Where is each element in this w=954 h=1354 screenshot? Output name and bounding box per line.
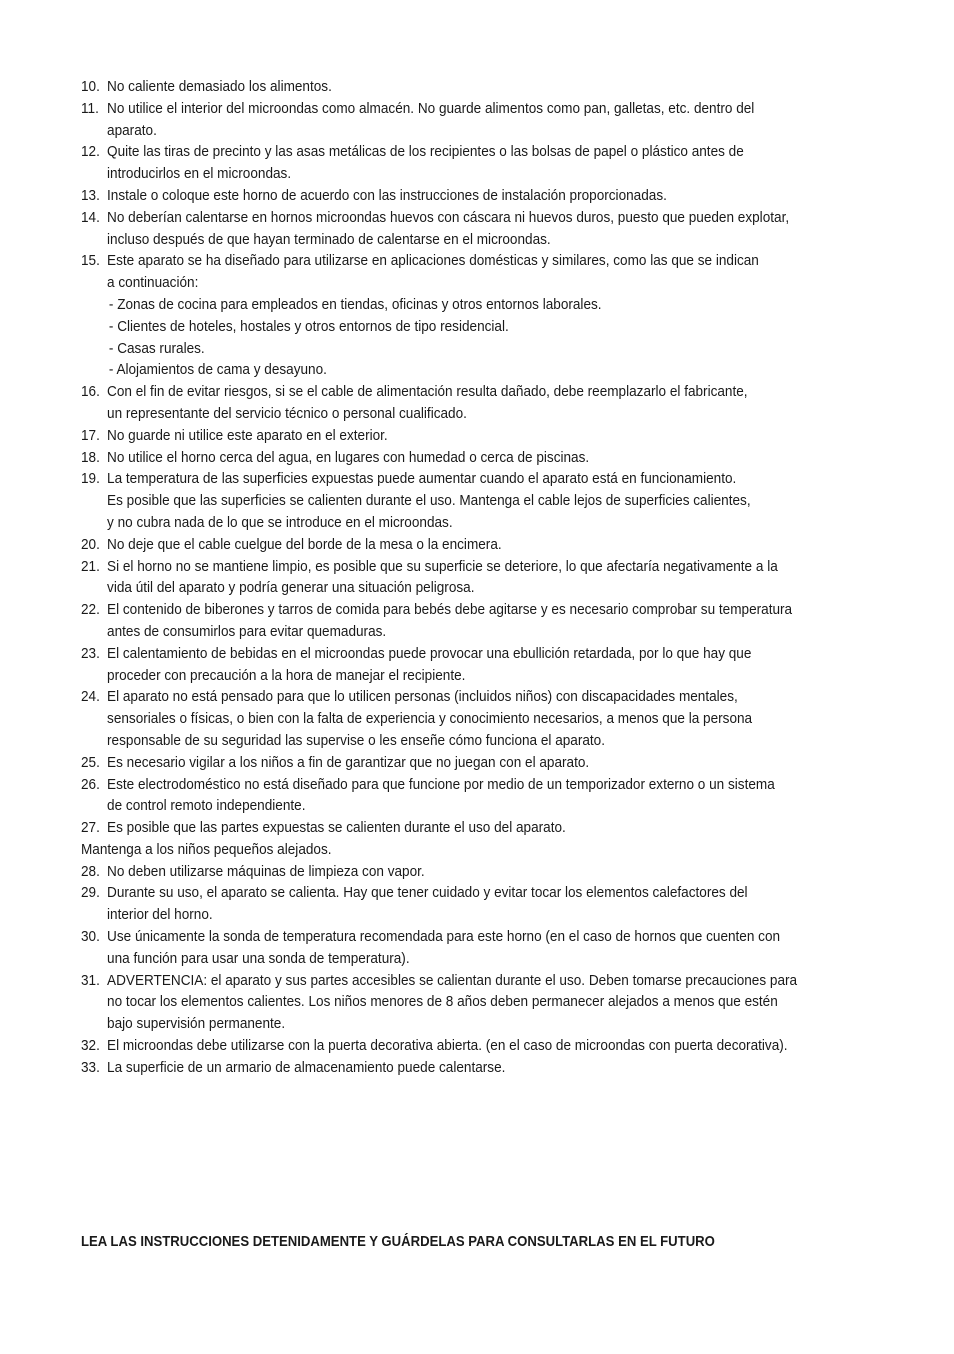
item-number: 26. [81, 776, 100, 793]
sub-item: - Casas rurales. [108, 340, 205, 357]
item-text-line: proceder con precaución a la hora de manejar el recipiente. [107, 667, 466, 684]
item-number: 17. [81, 427, 100, 444]
item-text-line: No deberían calentarse en hornos microondas huevos con cáscara ni huevos duros, puesto que pueden explotar, [107, 209, 790, 226]
item-text [107, 469, 881, 534]
item-number: 33. [81, 1059, 100, 1076]
footer-notice: LEA LAS INSTRUCCIONES DETENIDAMENTE Y GUÁRDELAS PARA CONSULTARLAS EN EL FUTURO [81, 1234, 715, 1250]
item-text [107, 600, 881, 644]
item-text-line: El calentamiento de bebidas en el microondas puede provocar una ebullición retardada, por lo que hay que [107, 645, 752, 662]
item-number: 30. [81, 929, 100, 946]
item-text-line: Es posible que las partes expuestas se calienten durante el uso del aparato. [107, 820, 566, 837]
item-text [107, 251, 881, 382]
item-text [107, 1058, 881, 1080]
item-text-line: sensoriales o físicas, o bien con la falta de experiencia y conocimiento necesarios, a menos que la persona [107, 711, 753, 728]
item-text-line: antes de consumirlos para evitar quemaduras. [107, 623, 387, 640]
item-text-line: responsable de su seguridad las supervise o les enseñe cómo funciona el aparato. [107, 732, 606, 749]
item-number: 31. [81, 972, 100, 989]
list-item [81, 99, 881, 143]
item-text [107, 971, 881, 1036]
list-item [81, 1036, 881, 1058]
item-text [107, 382, 881, 426]
item-text [107, 862, 881, 884]
item-text-line: No deje que el cable cuelgue del borde de la mesa o la encimera. [107, 536, 502, 553]
item-number: 18. [81, 449, 100, 466]
item-number: 32. [81, 1038, 100, 1055]
item-text-line: No utilice el horno cerca del agua, en lugares con humedad o cerca de piscinas. [107, 449, 590, 466]
item-number: 12. [81, 144, 100, 161]
item-text [107, 1036, 881, 1058]
item-text [107, 186, 881, 208]
item-number: 28. [81, 863, 100, 880]
list-item [81, 775, 881, 819]
item-text [107, 448, 881, 470]
item-text-line: Este electrodoméstico no está diseñado para que funcione por medio de un temporizador externo o un sistema [107, 776, 775, 793]
item-text-line: incluso después de que hayan terminado de calentarse en el microondas. [107, 231, 551, 248]
item-text-line: ADVERTENCIA: el aparato y sus partes accesibles se calientan durante el uso. Deben tomarse precauciones para [107, 972, 798, 989]
item-number: 14. [81, 209, 100, 226]
list-item [81, 600, 881, 644]
item-number: 24. [81, 689, 100, 706]
sub-item: - Zonas de cocina para empleados en tiendas, oficinas y otros entornos laborales. [108, 296, 602, 313]
item-number: 20. [81, 536, 100, 553]
item-text-line: Es posible que las superficies se calienten durante el uso. Mantenga el cable lejos de superficies calientes, [107, 493, 751, 510]
list-item [81, 557, 881, 601]
item-number: 25. [81, 754, 100, 771]
item-text [107, 557, 881, 601]
item-text-line: La temperatura de las superficies expuestas puede aumentar cuando el aparato está en funcionamiento. [107, 471, 737, 488]
item-text-line: y no cubra nada de lo que se introduce en el microondas. [107, 514, 453, 531]
list-item [81, 971, 881, 1036]
list-item [81, 687, 881, 752]
item-text [107, 687, 881, 752]
list-item [81, 927, 881, 971]
list-item [81, 382, 881, 426]
list-item [81, 469, 881, 534]
item-text [107, 99, 881, 143]
item-text-line: Quite las tiras de precinto y las asas metálicas de los recipientes o las bolsas de papel o plástico antes de [107, 144, 744, 161]
item-number: 27. [81, 820, 100, 837]
item-text-line: bajo supervisión permanente. [107, 1016, 286, 1033]
item-text-line: interior del horno. [107, 907, 213, 924]
item-text-line: No guarde ni utilice este aparato en el exterior. [107, 427, 388, 444]
item-text-line: Si el horno no se mantiene limpio, es posible que su superficie se deteriore, lo que afectaría negativamente a la [107, 558, 778, 575]
item-number: 29. [81, 885, 100, 902]
list-item [81, 753, 881, 775]
item-text [107, 535, 881, 557]
item-text-line: El microondas debe utilizarse con la puerta decorativa abierta. (en el caso de microondas con puerta decorativa). [107, 1038, 788, 1055]
list-item [81, 208, 881, 252]
list-item [81, 251, 881, 382]
item-number: 15. [81, 253, 100, 270]
item-number: 23. [81, 645, 100, 662]
list-item [81, 426, 881, 448]
item-text-line: un representante del servicio técnico o personal cualificado. [107, 405, 467, 422]
list-item [81, 644, 881, 688]
item-text-line: El contenido de biberones y tarros de comida para bebés debe agitarse y es necesario comprobar su temperatura [107, 602, 793, 619]
item-text-line: a continuación: [107, 275, 199, 292]
item-text [107, 644, 881, 688]
item-text-line: no tocar los elementos calientes. Los niños menores de 8 años deben permanecer alejados a menos que estén [107, 994, 778, 1011]
item-text-line: de control remoto independiente. [107, 798, 306, 815]
plain-text-line: Mantenga a los niños pequeños alejados. [81, 841, 332, 858]
list-item [81, 448, 881, 470]
list-item [81, 862, 881, 884]
item-text-line: Use únicamente la sonda de temperatura recomendada para este horno (en el caso de hornos que cuenten con [107, 929, 781, 946]
item-text-line: vida útil del aparato y podría generar una situación peligrosa. [107, 580, 475, 597]
item-number: 19. [81, 471, 100, 488]
item-text-line: Es necesario vigilar a los niños a fin de garantizar que no juegan con el aparato. [107, 754, 590, 771]
item-text-line: No utilice el interior del microondas como almacén. No guarde alimentos como pan, galletas, etc. dentro del [107, 100, 755, 117]
item-text-line: El aparato no está pensado para que lo utilicen personas (incluidos niños) con discapacidades mentales, [107, 689, 738, 706]
item-text [107, 927, 881, 971]
list-item [81, 186, 881, 208]
item-number: 22. [81, 602, 100, 619]
list-item [81, 1058, 881, 1080]
list-item [81, 818, 881, 840]
item-number: 11. [81, 100, 99, 117]
item-text [107, 426, 881, 448]
item-text-line: aparato. [107, 122, 157, 139]
item-text-line: No deben utilizarse máquinas de limpieza con vapor. [107, 863, 425, 880]
item-number: 13. [81, 187, 100, 204]
item-text [107, 818, 881, 840]
item-text-line: Instale o coloque este horno de acuerdo con las instrucciones de instalación proporcionadas. [107, 187, 667, 204]
item-number: 16. [81, 384, 100, 401]
item-text [107, 208, 881, 252]
list-item [81, 77, 881, 99]
list-item [81, 142, 881, 186]
item-text-line: Con el fin de evitar riesgos, si se el cable de alimentación resulta dañado, debe reemplazarlo el fabricante, [107, 384, 748, 401]
item-text-line: una función para usar una sonda de temperatura). [107, 950, 410, 967]
list-item [81, 883, 881, 927]
item-text-line: No caliente demasiado los alimentos. [107, 79, 332, 95]
item-text [107, 753, 881, 775]
item-number: 10. [81, 79, 100, 95]
item-number: 21. [81, 558, 100, 575]
item-text [107, 77, 881, 99]
item-text [107, 883, 881, 927]
sub-item: - Clientes de hoteles, hostales y otros entornos de tipo residencial. [108, 318, 509, 335]
list-item [81, 535, 881, 557]
item-text-line: introducirlos en el microondas. [107, 166, 292, 183]
item-text [107, 142, 881, 186]
sub-item: - Alojamientos de cama y desayuno. [108, 362, 327, 379]
instruction-list [81, 77, 881, 1080]
item-text-line: Durante su uso, el aparato se calienta. Hay que tener cuidado y evitar tocar los elementos calefactores del [107, 885, 748, 902]
item-text-line: La superficie de un armario de almacenamiento puede calentarse. [107, 1059, 506, 1076]
item-text [107, 775, 881, 819]
item-text-line: Este aparato se ha diseñado para utilizarse en aplicaciones domésticas y similares, como las que se indican [107, 253, 759, 270]
